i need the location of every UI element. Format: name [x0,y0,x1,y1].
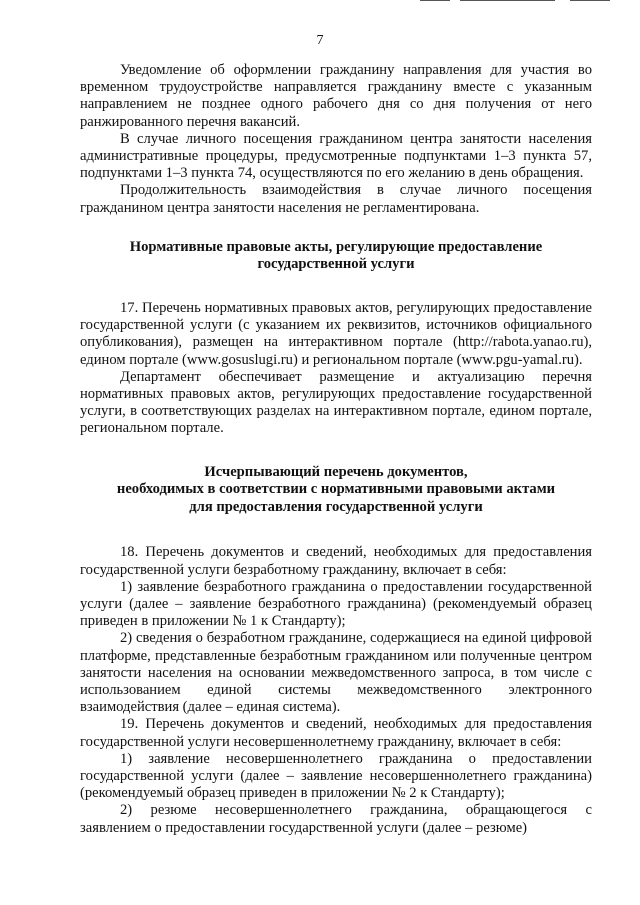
section-heading-documents [80,464,592,517]
heading-line: необходимых в соответствии с нормативными правовыми актами [116,481,556,498]
heading-line: для предоставления государственной услуги [189,498,483,515]
heading-line: Нормативные правовые акты, регулирующие предоставление [129,238,543,255]
paragraph-duration: Продолжительность взаимодействия в случае личного посещения гражданином центра занятости населения не регламентирована. [80,182,592,216]
paragraph-item-19-1: 1) заявление несовершеннолетнего гражданина о предоставлении государственной услуги (далее – заявление несовершеннолетнего гражданина) (рекомендуемый образец приведен в приложении № 2 к Стандарту); [80,750,592,802]
page-number: 7 [316,33,324,48]
document-body [80,62,592,837]
top-edge-marks [420,0,620,2]
paragraph-personal-visit: В случае личного посещения гражданином центра занятости населения административные процедуры, предусмотренные подпунктами 1–3 пункта 57, подпунктами 1–3 пункта 74, осуществляются по его желанию в день обращения. [80,130,592,182]
heading-line: государственной услуги [257,256,415,273]
paragraph-item-19-2: 2) резюме несовершеннолетнего гражданина, обращающегося с заявлением о предоставлении государственной услуги (далее – резюме) [80,802,592,836]
section-heading-legal-acts [80,239,592,274]
paragraph-notification: Уведомление об оформлении гражданину направления для участия во временном трудоустройстве направляется гражданину вместе с указанным направлением не позднее одного рабочего дня со дня получения от него ранжированного перечня вакансий. [80,62,592,130]
paragraph-item-17: 17. Перечень нормативных правовых актов, регулирующих предоставление государственной услуги (с указанием их реквизитов, источников официального опубликования), размещен на интерактивном портале (http://rabota.yanao.ru), едином портале (www.gosuslugi.ru) и региональном портале (www.pgu-yamal.ru). [80,300,592,368]
paragraph-item-18-2: 2) сведения о безработном гражданине, содержащиеся на единой цифровой платформе, представленные безработным гражданином или полученные центром занятости населения на основании межведомственного запроса, в том числе с использованием единой системы межведомственного электронного взаимодействия (далее – единая система). [80,630,592,716]
heading-line: Исчерпывающий перечень документов, [204,463,468,480]
paragraph-item-18-1: 1) заявление безработного гражданина о предоставлении государственной услуги (далее – заявление безработного гражданина) (рекомендуемый образец приведен в приложении № 1 к Стандарту); [80,578,592,630]
paragraph-item-18: 18. Перечень документов и сведений, необходимых для предоставления государственной услуги безработному гражданину, включает в себя: [80,544,592,578]
paragraph-item-19: 19. Перечень документов и сведений, необходимых для предоставления государственной услуги несовершеннолетнему гражданину, включает в себя: [80,716,592,750]
paragraph-department: Департамент обеспечивает размещение и актуализацию перечня нормативных правовых актов, регулирующих предоставление государственной услуги, в соответствующих разделах на интерактивном портале, едином портале, региональном портале. [80,368,592,437]
